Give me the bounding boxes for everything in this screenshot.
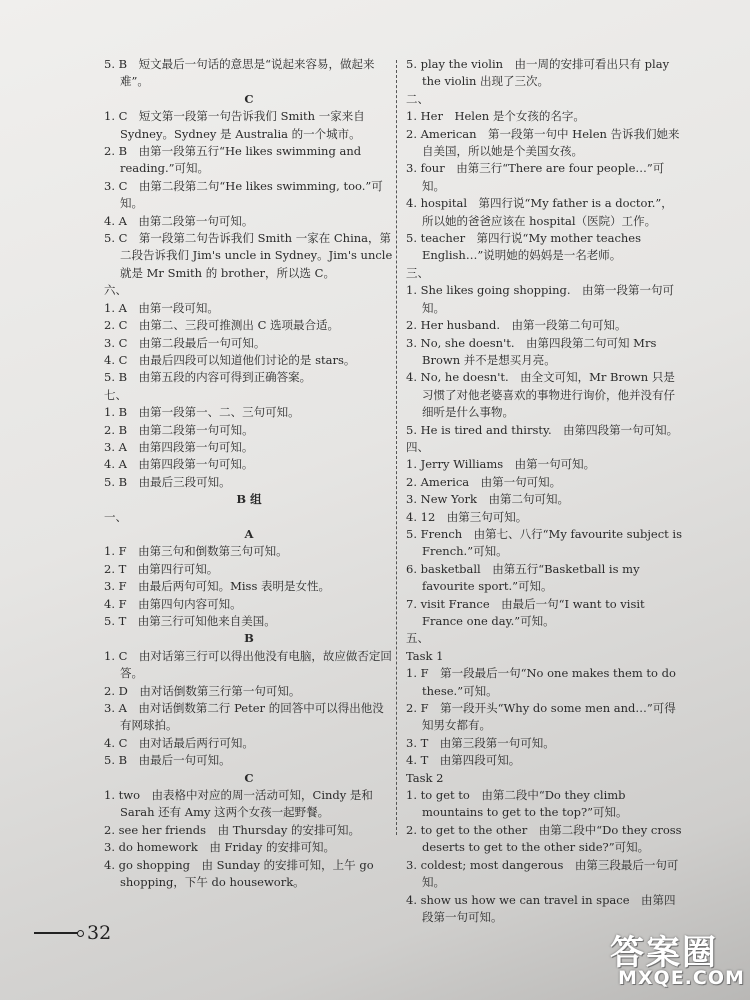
answer-item bbox=[104, 561, 394, 578]
answer-text: 4. No, he doesn't. 由全文可知，Mr Brown 只是习惯了对他老婆喜欢的事物进行询价，他并没有仔细听是什么事物。 bbox=[406, 370, 675, 420]
answer-item bbox=[406, 317, 682, 334]
answer-text: 1. to get to 由第二段中“Do they climb mountains to get to the top?”可知。 bbox=[406, 788, 628, 820]
answer-item bbox=[406, 561, 682, 596]
answer-item bbox=[104, 613, 394, 630]
answer-item bbox=[104, 335, 394, 352]
answer-text: 5. play the violin 由一周的安排可看出只有 play the violin 出现了三次。 bbox=[406, 57, 670, 89]
answer-text: 5. T 由第三行可知他来自美国。 bbox=[104, 614, 276, 628]
answer-text: 1. She likes going shopping. 由第一段第一句可知。 bbox=[406, 283, 675, 315]
watermark-bottom-text: MXQE.COM bbox=[618, 967, 745, 989]
answer-text: 1. C 短文第一段第一句告诉我们 Smith 一家来自 Sydney。Sydney 是 Australia 的一个城市。 bbox=[104, 109, 365, 141]
answer-item bbox=[406, 735, 682, 752]
answer-text: 3. four 由第三行“There are four people…”可知。 bbox=[406, 161, 665, 193]
answer-item bbox=[406, 474, 682, 491]
answer-text: 2. to get to the other 由第二段中“Do they cross deserts to get to the other side?”可知。 bbox=[406, 822, 682, 855]
answer-text: 五、 bbox=[406, 631, 429, 646]
page-number-dot bbox=[77, 930, 84, 937]
answer-item bbox=[104, 735, 394, 752]
answer-item bbox=[104, 752, 394, 769]
answer-text: 1. B 由第一段第一、二、三句可知。 bbox=[104, 405, 300, 420]
section-label bbox=[406, 265, 682, 282]
answer-item bbox=[406, 700, 682, 735]
answer-item bbox=[104, 822, 394, 839]
answer-text: 5. teacher 第四行说“My mother teaches English…”说明她的妈妈是一名老师。 bbox=[406, 231, 642, 263]
answer-item bbox=[406, 422, 682, 439]
answer-item bbox=[104, 108, 394, 143]
answer-item bbox=[406, 491, 682, 508]
answer-text: 5. B 由最后三段可知。 bbox=[104, 474, 231, 489]
answer-text: 1. F 第一段最后一句“No one makes them to do these.”可知。 bbox=[406, 666, 676, 698]
answer-item bbox=[104, 543, 394, 560]
answer-item bbox=[104, 474, 394, 491]
answer-item bbox=[104, 369, 394, 386]
answer-text: 3. do homework 由 Friday 的安排可知。 bbox=[104, 840, 336, 855]
answer-item bbox=[406, 369, 682, 421]
answer-text: 二、 bbox=[406, 91, 429, 106]
answer-text: 4. A 由第二段第一句可知。 bbox=[104, 213, 254, 228]
answer-text: 3. No, she doesn't. 由第四段第二句可知 Mrs Brown 并不是想买月亮。 bbox=[406, 335, 657, 367]
answer-item bbox=[104, 857, 394, 892]
answer-text: 2. C 由第二、三段可推测出 C 选项最合适。 bbox=[104, 318, 340, 333]
answer-item bbox=[104, 300, 394, 317]
answer-text: 2. Her husband. 由第一段第二句可知。 bbox=[406, 318, 627, 333]
answer-item bbox=[104, 56, 394, 91]
answer-text: 2. D 由对话倒数第三行第一句可知。 bbox=[104, 683, 301, 698]
answer-text: 2. B 由第二段第一句可知。 bbox=[104, 422, 254, 437]
answer-text: 3. T 由第三段第一句可知。 bbox=[406, 735, 555, 750]
answer-item bbox=[406, 787, 682, 822]
answer-item bbox=[406, 509, 682, 526]
answer-item bbox=[406, 665, 682, 700]
answer-text: 1. A 由第一段可知。 bbox=[104, 300, 219, 315]
answer-text: C bbox=[244, 91, 254, 106]
answer-item bbox=[104, 648, 394, 683]
answer-text: A bbox=[244, 526, 254, 541]
answer-item bbox=[406, 108, 682, 125]
answer-text: Task 2 bbox=[406, 770, 444, 785]
answer-item bbox=[406, 456, 682, 473]
answer-text: 七、 bbox=[104, 387, 127, 402]
answer-text: 3. C 由第二段第二句“He likes swimming, too.”可知。 bbox=[104, 178, 383, 211]
answer-item bbox=[104, 317, 394, 334]
answer-text: 5. He is tired and thirsty. 由第四段第一句可知。 bbox=[406, 422, 679, 437]
answer-item bbox=[406, 857, 682, 892]
answer-text: 3. A 由对话倒数第二行 Peter 的回答中可以得出他没有网球拍。 bbox=[104, 701, 384, 733]
answer-item bbox=[406, 230, 682, 265]
answer-item bbox=[406, 752, 682, 769]
answer-item bbox=[104, 839, 394, 856]
answer-text: Task 1 bbox=[406, 648, 444, 663]
answer-item bbox=[104, 213, 394, 230]
answer-item bbox=[406, 160, 682, 195]
answer-item bbox=[104, 352, 394, 369]
answer-item bbox=[406, 195, 682, 230]
answer-text: C bbox=[244, 770, 254, 785]
section-label bbox=[104, 387, 394, 404]
answer-item bbox=[406, 892, 682, 927]
section-label bbox=[406, 630, 682, 647]
watermark-top-text: 答案圈 bbox=[610, 933, 718, 973]
section-heading bbox=[104, 770, 394, 787]
answer-item bbox=[104, 683, 394, 700]
column-divider bbox=[396, 60, 397, 835]
answer-text: 5. B 短文最后一句话的意思是“说起来容易，做起来难”。 bbox=[104, 57, 375, 89]
answer-text: 4. F 由第四句内容可知。 bbox=[104, 596, 242, 611]
answer-text: 2. B 由第一段第五行“He likes swimming and reading.”可知。 bbox=[104, 144, 362, 176]
answer-text: 一、 bbox=[104, 509, 127, 524]
answer-text: 1. Her Helen 是个女孩的名字。 bbox=[406, 109, 585, 124]
answer-item bbox=[104, 230, 394, 282]
answer-item bbox=[104, 422, 394, 439]
answer-text: 6. basketball 由第五行“Basketball is my favourite sport.”可知。 bbox=[406, 561, 640, 594]
right-column bbox=[406, 56, 682, 926]
answer-item bbox=[104, 700, 394, 735]
answer-text: 1. C 由对话第三行可以得出他没有电脑，故应做否定回答。 bbox=[104, 648, 392, 681]
page-number-rule bbox=[34, 932, 78, 933]
section-heading bbox=[104, 526, 394, 543]
answer-text: 1. two 由表格中对应的周一活动可知，Cindy 是和 Sarah 还有 Amy 这两个女孩一起野餐。 bbox=[104, 788, 373, 820]
watermark-logo bbox=[610, 925, 745, 995]
answer-text: 3. C 由第二段最后一句可知。 bbox=[104, 335, 266, 350]
answer-text: 5. B 由第五段的内容可得到正确答案。 bbox=[104, 370, 312, 385]
answer-item bbox=[104, 143, 394, 178]
answer-item bbox=[104, 596, 394, 613]
answer-item bbox=[406, 126, 682, 161]
answer-text: 3. A 由第四段第一句可知。 bbox=[104, 439, 254, 454]
answer-item bbox=[406, 282, 682, 317]
answer-text: 4. C 由最后四段可以知道他们讨论的是 stars。 bbox=[104, 352, 356, 367]
section-label bbox=[104, 282, 394, 299]
answer-text: 2. F 第一段开头“Why do some men and…”可得知男女都有。 bbox=[406, 701, 676, 733]
answer-item bbox=[406, 596, 682, 631]
section-label bbox=[104, 509, 394, 526]
answer-text: 2. T 由第四行可知。 bbox=[104, 561, 219, 576]
answer-text: 六、 bbox=[104, 283, 127, 298]
answer-text: 5. B 由最后一句可知。 bbox=[104, 753, 231, 768]
answer-text: 3. coldest; most dangerous 由第三段最后一句可知。 bbox=[406, 857, 679, 890]
answer-text: 3. New York 由第二句可知。 bbox=[406, 492, 569, 507]
answer-text: 4. C 由对话最后两行可知。 bbox=[104, 735, 254, 750]
answer-text: 3. F 由最后两句可知。Miss 表明是女性。 bbox=[104, 579, 331, 594]
answer-text: 四、 bbox=[406, 439, 429, 454]
section-label bbox=[406, 91, 682, 108]
section-heading bbox=[104, 491, 394, 508]
answer-text: 5. French 由第七、八行“My favourite subject is French.”可知。 bbox=[406, 526, 683, 559]
answer-text: 1. F 由第三句和倒数第三句可知。 bbox=[104, 544, 288, 559]
answer-text: 7. visit France 由最后一句“I want to visit France one day.”可知。 bbox=[406, 596, 645, 628]
answer-text: 5. C 第一段第二句告诉我们 Smith 一家在 China，第二段告诉我们 Jim's uncle in Sydney。Jim's uncle 就是 Mr Smith 的 brother，所以选 C。 bbox=[104, 231, 393, 280]
answer-text: 2. American 第一段第一句中 Helen 告诉我们她来自美国，所以她是个美国女孩。 bbox=[406, 126, 680, 159]
section-heading bbox=[104, 630, 394, 647]
answer-text: 4. A 由第四段第一句可知。 bbox=[104, 457, 254, 472]
answer-item bbox=[104, 404, 394, 421]
answer-text: 4. show us how we can travel in space 由第四段第一句可知。 bbox=[406, 892, 676, 924]
answer-text: 1. Jerry Williams 由第一句可知。 bbox=[406, 457, 596, 472]
answer-text: 4. 12 由第三句可知。 bbox=[406, 509, 528, 524]
answer-text: 4. T 由第四段可知。 bbox=[406, 753, 521, 768]
answer-item bbox=[104, 456, 394, 473]
answer-text: 4. go shopping 由 Sunday 的安排可知，上午 go shopping，下午 do housework。 bbox=[104, 857, 374, 890]
answer-item bbox=[406, 526, 682, 561]
answer-item bbox=[104, 578, 394, 595]
answer-text: B bbox=[244, 631, 254, 646]
left-column bbox=[104, 56, 394, 892]
answer-item bbox=[406, 56, 682, 91]
answer-item bbox=[104, 787, 394, 822]
answer-item bbox=[104, 178, 394, 213]
page-number: 32 bbox=[87, 922, 112, 944]
answer-text: 4. hospital 第四行说“My father is a doctor.”，所以她的爸爸应该在 hospital（医院）工作。 bbox=[406, 196, 673, 228]
section-heading bbox=[104, 91, 394, 108]
section-label bbox=[406, 770, 682, 787]
answer-item bbox=[406, 335, 682, 370]
answer-item bbox=[104, 439, 394, 456]
answer-text: 2. America 由第一句可知。 bbox=[406, 474, 562, 489]
answer-text: 三、 bbox=[406, 265, 429, 280]
section-label bbox=[406, 439, 682, 456]
answer-text: B 组 bbox=[236, 492, 262, 507]
answer-text: 2. see her friends 由 Thursday 的安排可知。 bbox=[104, 822, 360, 837]
answer-item bbox=[406, 822, 682, 857]
page-number-mark bbox=[34, 920, 111, 946]
section-label bbox=[406, 648, 682, 665]
